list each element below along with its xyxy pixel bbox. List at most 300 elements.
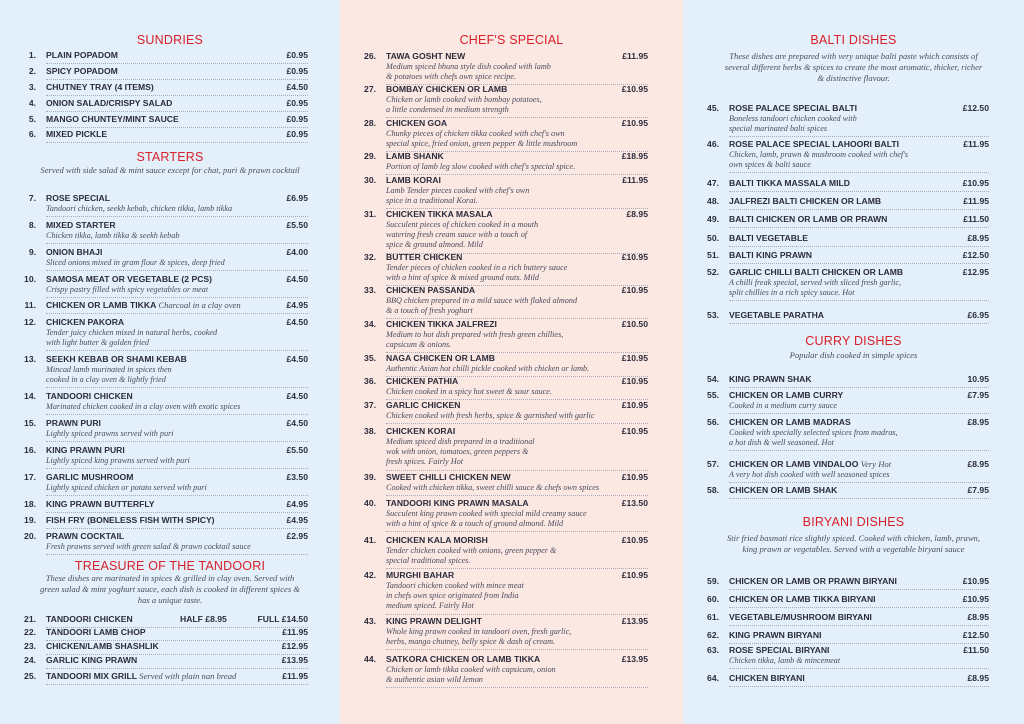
item-description xyxy=(386,95,542,115)
item-name xyxy=(46,317,124,328)
item-number: 43. xyxy=(364,616,376,626)
item-price: £10.95 xyxy=(621,376,648,386)
item-number: 29. xyxy=(364,151,376,161)
item-price: £10.95 xyxy=(621,118,648,128)
item-description xyxy=(386,129,577,149)
item-price: £10.95 xyxy=(621,252,648,262)
item-number: 2. xyxy=(28,66,36,76)
item-name-text: CHICKEN PATHIA xyxy=(386,376,459,386)
item-name-text: SWEET CHILLI CHICKEN NEW xyxy=(386,472,511,482)
item-price: £10.95 xyxy=(962,576,989,586)
item-name-text: ROSE PALACE SPECIAL LAHOORI BALTI xyxy=(729,139,899,149)
item-price: £6.95 xyxy=(286,193,308,203)
item-name xyxy=(386,472,511,483)
item-description xyxy=(386,411,594,421)
item-name-text: TANDOORI KING PRAWN MASALA xyxy=(386,498,529,508)
item-name xyxy=(386,426,455,437)
item-name-text: ONION SALAD/CRISPY SALAD xyxy=(46,98,173,108)
item-price: £4.50 xyxy=(286,82,308,92)
item-description-line: Chunky pieces of chicken tikka cooked with chef's own xyxy=(386,129,565,138)
item-description-line: Chicken tikka, lamb tikka & seekh kebab xyxy=(46,231,180,240)
item-name-text: GARLIC CHILLI BALTI CHICKEN OR LAMB xyxy=(729,267,904,277)
item-price: £11.95 xyxy=(963,139,989,149)
item-name-text: MURGHI BAHAR xyxy=(386,570,455,580)
item-description xyxy=(729,150,908,170)
item-name-text: CHICKEN KALA MORISH xyxy=(386,535,488,545)
item-name xyxy=(729,390,843,401)
item-number: 27. xyxy=(364,84,376,94)
item-price: £10.95 xyxy=(621,353,648,363)
item-price: £12.95 xyxy=(281,641,308,651)
item-description-line: Cooked in a medium curry sauce xyxy=(729,401,838,410)
item-description-line: Chicken tikka, lamb & mincemeat xyxy=(729,656,841,665)
item-description-line: & potatoes with chefs own spice recipe. xyxy=(386,72,516,82)
item-number: 64. xyxy=(707,673,719,683)
item-price: £10.50 xyxy=(621,319,648,329)
item-description xyxy=(386,627,571,647)
item-description-line: with a hint of spice & mixed ground nuts. Mild xyxy=(386,273,539,283)
item-number: 58. xyxy=(707,485,719,495)
item-number: 28. xyxy=(364,118,376,128)
item-number: 30. xyxy=(364,175,376,185)
item-number: 49. xyxy=(707,214,719,224)
item-description xyxy=(386,437,535,468)
section-title: SUNDRIES xyxy=(136,33,204,47)
item-number: 47. xyxy=(707,178,719,188)
item-name-text: PLAIN POPADOM xyxy=(46,50,118,60)
item-price: £10.95 xyxy=(621,570,648,580)
item-price: £10.95 xyxy=(621,285,648,295)
item-description-line: special marinated balti spices xyxy=(729,124,828,134)
item-price: £7.95 xyxy=(967,485,989,495)
section-title: BIRYANI DISHES xyxy=(802,515,905,529)
item-name-text: CHICKEN BIRYANI xyxy=(729,673,805,683)
item-divider xyxy=(729,300,989,301)
item-price: £13.95 xyxy=(621,616,648,626)
item-divider xyxy=(729,668,989,669)
item-name-text: CHICKEN OR LAMB VINDALOO xyxy=(729,459,859,469)
item-divider xyxy=(729,686,989,687)
item-divider xyxy=(46,79,308,80)
item-price: £11.95 xyxy=(282,671,308,681)
item-divider xyxy=(46,512,308,513)
item-name-text: CHICKEN OR LAMB SHAK xyxy=(729,485,838,495)
item-name-text: TANDOORI MIX GRILL xyxy=(46,671,137,681)
item-price: £0.95 xyxy=(286,66,308,76)
item-name-text: GARLIC KING PRAWN xyxy=(46,655,138,665)
item-number: 63. xyxy=(707,645,719,655)
item-divider xyxy=(46,111,308,112)
item-divider xyxy=(729,191,989,192)
item-name xyxy=(729,250,812,261)
item-number: 1. xyxy=(28,50,36,60)
item-description-line: Mincad lamb murinated in spices then xyxy=(46,365,172,374)
item-description-line: with a hint of spice & a touch of ground almond. Mild xyxy=(386,519,564,529)
item-name-text: PRAWN COCKTAIL xyxy=(46,531,125,541)
item-name-text: KING PRAWN BUTTERFLY xyxy=(46,499,155,509)
item-divider xyxy=(386,470,648,471)
item-description xyxy=(386,509,587,529)
item-description-line: Lamb Tender pieces cooked with chef's own xyxy=(386,186,530,195)
item-price: £4.95 xyxy=(286,300,308,310)
item-description xyxy=(386,162,575,172)
item-price: £18.95 xyxy=(621,151,648,161)
item-description-line: A chilli freak special, served with sliced fresh garlic, xyxy=(729,278,902,287)
item-description xyxy=(46,328,217,348)
item-note: Very Hot xyxy=(860,459,892,469)
item-divider xyxy=(46,554,308,555)
item-name-text: MANGO CHUNTEY/MINT SAUCE xyxy=(46,114,179,124)
item-price: £3.50 xyxy=(286,472,308,482)
item-description-line: special traditional spices. xyxy=(386,556,471,566)
item-description-line: a little condensed in medium strength xyxy=(386,105,509,115)
item-description-line: Medium spiced bhuna style dish cooked with lamb xyxy=(386,62,551,71)
item-price: £4.50 xyxy=(286,274,308,284)
item-name xyxy=(46,220,116,231)
item-divider xyxy=(729,450,989,451)
item-name xyxy=(46,391,133,402)
item-divider xyxy=(729,172,989,173)
section-intro: These dishes are prepared with very unique balti paste which consists of several different herbs & spices to create the most aromatic, thicker, richer & distinctive flavour. xyxy=(724,51,983,83)
item-name xyxy=(386,535,488,546)
item-price: £10.95 xyxy=(621,400,648,410)
item-description-line: cooked in a clay oven & lightly fried xyxy=(46,375,166,385)
item-name xyxy=(386,209,493,220)
item-price: £13.95 xyxy=(281,655,308,665)
item-description-line: & a touch of fresh yoghurt xyxy=(386,306,473,316)
item-price: £10.95 xyxy=(621,84,648,94)
item-number: 37. xyxy=(364,400,376,410)
item-name xyxy=(386,498,529,509)
item-description-line: Chicken or lamb tikka cooked with capsicum, onion xyxy=(386,665,556,674)
item-price: £0.95 xyxy=(286,114,308,124)
item-name xyxy=(46,274,212,285)
item-note: Charcoal in a clay oven xyxy=(158,300,241,310)
item-note: Served with plain nan bread xyxy=(139,671,237,681)
item-divider xyxy=(729,413,989,414)
item-description xyxy=(386,364,589,374)
item-divider xyxy=(729,323,989,324)
item-price: £10.95 xyxy=(621,535,648,545)
item-number: 19. xyxy=(24,515,36,525)
item-description xyxy=(46,231,179,241)
item-name xyxy=(46,354,187,365)
item-price: £10.95 xyxy=(621,472,648,482)
item-name-text: CHICKEN OR LAMB OR PRAWN BIRYANI xyxy=(729,576,897,586)
item-name-text: SPICY POPADOM xyxy=(46,66,118,76)
item-description-line: Chicken or lamb cooked with bombay potatoes, xyxy=(386,95,542,104)
item-description-line: Succulent pieces of chicken cooked in a mouth xyxy=(386,220,539,229)
item-number: 34. xyxy=(364,319,376,329)
item-name-text: VEGETABLE/MUSHROOM BIRYANI xyxy=(729,612,872,622)
item-description-line: herbs, mango chutney, belly spice & dash of cream. xyxy=(386,637,556,647)
item-name xyxy=(46,671,236,682)
menu-column-1 xyxy=(0,0,340,724)
item-description-line: Tender juicy chicken mixed in natural herbs, cooked xyxy=(46,328,218,337)
section-intro: These dishes are marinated in spices & grilled in clay oven. Served with green salad & mint yoghurt sauce, each dish is cooked in different spices & has a unique taste. xyxy=(40,573,300,605)
item-divider xyxy=(729,482,989,483)
item-name-text: CHICKEN KORAI xyxy=(386,426,456,436)
menu-column-2 xyxy=(340,0,683,724)
item-description xyxy=(386,387,552,397)
item-price: £13.50 xyxy=(621,498,648,508)
item-description xyxy=(46,285,208,295)
item-description xyxy=(46,483,207,493)
item-name-text: SEEKH KEBAB OR SHAMI KEBAB xyxy=(46,354,187,364)
item-name xyxy=(46,641,159,652)
item-price: £4.50 xyxy=(286,317,308,327)
item-name-text: CHICKEN PASSANDA xyxy=(386,285,476,295)
item-number: 18. xyxy=(24,499,36,509)
item-price: £12.50 xyxy=(962,630,989,640)
item-divider xyxy=(46,216,308,217)
item-description-line: Lightly spiced prawns served with puri xyxy=(46,429,174,438)
item-divider xyxy=(46,142,308,143)
item-divider xyxy=(729,227,989,228)
item-description-line: wok with onion, tomatoes, green peppers & xyxy=(386,447,529,457)
item-divider xyxy=(729,643,989,644)
item-name xyxy=(46,193,110,204)
item-name xyxy=(729,645,829,656)
item-divider xyxy=(46,684,308,685)
item-price: £8.95 xyxy=(967,459,989,469)
item-description xyxy=(386,665,556,685)
item-number: 52. xyxy=(707,267,719,277)
item-name xyxy=(729,374,812,385)
item-number: 56. xyxy=(707,417,719,427)
item-number: 50. xyxy=(707,233,719,243)
item-price: £11.50 xyxy=(963,214,989,224)
item-name xyxy=(46,445,125,456)
item-description-line: Tandoori chicken, seekh kebab, chicken tikka, lamb tikka xyxy=(46,204,233,213)
section-title: CURRY DISHES xyxy=(805,334,902,348)
item-name xyxy=(729,576,897,587)
item-description-line: Chicken cooked with fresh herbs, spice & garnished with garlic xyxy=(386,411,595,420)
item-name-text: CHICKEN OR LAMB TIKKA xyxy=(46,300,156,310)
item-name-text: KING PRAWN DELIGHT xyxy=(386,616,482,626)
item-name-text: CHICKEN OR LAMB TIKKA BIRYANI xyxy=(729,594,876,604)
item-number: 24. xyxy=(24,655,36,665)
item-price: £8.95 xyxy=(967,417,989,427)
item-name xyxy=(386,616,482,627)
item-number: 35. xyxy=(364,353,376,363)
item-description-line: watering fresh cream sauce with a touch of xyxy=(386,230,528,240)
item-name-text: MIXED STARTER xyxy=(46,220,116,230)
item-divider xyxy=(46,270,308,271)
item-name-text: GARLIC MUSHROOM xyxy=(46,472,134,482)
item-name xyxy=(729,214,887,225)
item-divider xyxy=(386,649,648,650)
item-number: 33. xyxy=(364,285,376,295)
item-number: 25. xyxy=(24,671,36,681)
item-price: £8.95 xyxy=(967,233,989,243)
item-divider xyxy=(729,607,989,608)
item-divider xyxy=(46,495,308,496)
item-description xyxy=(386,186,529,206)
item-number: 8. xyxy=(28,220,36,230)
section-title: STARTERS xyxy=(136,150,204,164)
item-name-text: LAMB KORAI xyxy=(386,175,441,185)
item-description xyxy=(386,220,538,251)
item-name-text: NAGA CHICKEN OR LAMB xyxy=(386,353,496,363)
item-name-text: TAWA GOSHT NEW xyxy=(386,51,466,61)
item-name-text: KING PRAWN PURI xyxy=(46,445,125,455)
item-number: 17. xyxy=(24,472,36,482)
item-name xyxy=(386,84,507,95)
item-description xyxy=(46,542,251,552)
item-name xyxy=(386,175,441,186)
item-number: 40. xyxy=(364,498,376,508)
item-description-line: with light butter & golden fried xyxy=(46,338,150,348)
item-price: £12.50 xyxy=(962,250,989,260)
item-name xyxy=(46,627,146,638)
item-price: £6.95 xyxy=(967,310,989,320)
item-name xyxy=(729,233,808,244)
item-description-line: Tender chicken cooked with onions, green pepper & xyxy=(386,546,557,555)
item-price: £11.95 xyxy=(622,51,648,61)
item-description-line: Marinated chicken cooked in a clay oven with exotic spices xyxy=(46,402,241,411)
item-name xyxy=(46,655,137,666)
item-name xyxy=(46,50,118,61)
item-number: 6. xyxy=(28,129,36,139)
item-price: £8.95 xyxy=(967,612,989,622)
item-name-text: PRAWN PURI xyxy=(46,418,101,428)
item-number: 53. xyxy=(707,310,719,320)
item-number: 46. xyxy=(707,139,719,149)
item-description xyxy=(729,470,889,480)
item-divider xyxy=(729,589,989,590)
item-divider xyxy=(729,625,989,626)
item-description-line: medium spiced. Fairly Hot xyxy=(386,601,474,611)
item-name-text: SAMOSA MEAT OR VEGETABLE (2 PCS) xyxy=(46,274,212,284)
item-price: £11.95 xyxy=(963,196,989,206)
item-number: 55. xyxy=(707,390,719,400)
item-divider xyxy=(729,136,989,137)
item-divider xyxy=(386,531,648,532)
item-description xyxy=(386,62,551,82)
item-number: 4. xyxy=(28,98,36,108)
item-name xyxy=(386,353,495,364)
item-description-line: Lightly spiced chicken or potato served with puri xyxy=(46,483,207,492)
item-divider xyxy=(46,127,308,128)
item-price: £12.50 xyxy=(962,103,989,113)
item-name xyxy=(729,139,899,150)
item-number: 3. xyxy=(28,82,36,92)
item-description xyxy=(386,483,599,493)
item-price: £11.95 xyxy=(622,175,648,185)
item-description-line: spice & ground almond. Mild xyxy=(386,240,483,250)
item-name-text: SATKORA CHICKEN OR LAMB TIKKA xyxy=(386,654,541,664)
item-name-text: ROSE PALACE SPECIAL BALTI xyxy=(729,103,857,113)
item-number: 59. xyxy=(707,576,719,586)
section-intro: Popular dish cooked in simple spices xyxy=(789,350,918,360)
item-number: 14. xyxy=(24,391,36,401)
item-price: £0.95 xyxy=(286,98,308,108)
item-name xyxy=(729,594,876,605)
item-description-line: in chefs own spice originated from India xyxy=(386,591,519,601)
item-divider xyxy=(46,668,308,669)
item-price: £5.50 xyxy=(286,220,308,230)
item-name-text: JALFREZI BALTI CHICKEN OR LAMB xyxy=(729,196,882,206)
item-price: £4.95 xyxy=(286,499,308,509)
item-description-line: fresh spices. Fairly Hot xyxy=(386,457,464,467)
item-name xyxy=(46,66,118,77)
item-description-line: Whole king prawn cooked in tandoori oven, fresh garlic, xyxy=(386,627,572,636)
item-number: 11. xyxy=(24,300,36,310)
item-name xyxy=(46,129,107,140)
item-description-line: split chillies in a rich spicy sauce. Hot xyxy=(729,288,855,298)
item-description-line: Authentic Asian hot chilli pickle cooked with chicken or lamb. xyxy=(386,364,590,373)
item-price: £5.50 xyxy=(286,445,308,455)
item-name xyxy=(729,103,857,114)
item-price: £13.95 xyxy=(621,654,648,664)
item-name-text: CHICKEN OR LAMB CURRY xyxy=(729,390,844,400)
item-description xyxy=(46,204,232,214)
item-description-line: Boneless tandoori chicken cooked with xyxy=(729,114,857,123)
item-description xyxy=(729,401,837,411)
item-name-text: KING PRAWN BIRYANI xyxy=(729,630,822,640)
item-name xyxy=(46,418,101,429)
item-name-text: CHICKEN TIKKA MASALA xyxy=(386,209,493,219)
item-description-line: Cooked with specially selected spices from madras, xyxy=(729,428,898,437)
item-name-text: BALTI KING PRAWN xyxy=(729,250,812,260)
item-name xyxy=(386,151,444,162)
item-divider xyxy=(729,209,989,210)
item-number: 26. xyxy=(364,51,376,61)
item-number: 5. xyxy=(28,114,36,124)
item-number: 57. xyxy=(707,459,719,469)
item-description-line: Portion of lamb leg slow cooked with chef's special spice. xyxy=(386,162,576,171)
section-title: CHEF'S SPECIAL xyxy=(459,33,564,47)
section-title: BALTI DISHES xyxy=(810,33,897,47)
item-name-text: CHICKEN PAKORA xyxy=(46,317,125,327)
item-price: £10.95 xyxy=(962,178,989,188)
item-name-text: BUTTER CHICKEN xyxy=(386,252,463,262)
item-description xyxy=(46,365,172,385)
item-name xyxy=(386,118,447,129)
item-name-text: LAMB SHANK xyxy=(386,151,444,161)
item-description-line: Succulent king prawn cooked with special mild creamy sauce xyxy=(386,509,587,518)
item-description-line: Crispy pastry filled with spicy vegetables or meat xyxy=(46,285,209,294)
menu-column-3 xyxy=(683,0,1024,724)
item-name xyxy=(386,400,460,411)
item-divider xyxy=(46,95,308,96)
item-number: 45. xyxy=(707,103,719,113)
item-price: £10.95 xyxy=(962,594,989,604)
item-description-line: Fresh prawns served with green salad & prawn cocktail sauce xyxy=(46,542,251,551)
item-description xyxy=(46,429,174,439)
item-number: 62. xyxy=(707,630,719,640)
item-number: 61. xyxy=(707,612,719,622)
item-divider xyxy=(46,528,308,529)
item-number: 16. xyxy=(24,445,36,455)
item-name-text: ONION BHAJI xyxy=(46,247,103,257)
item-name-text: BALTI VEGETABLE xyxy=(729,233,808,243)
item-description-line: capsicum & onions. xyxy=(386,340,452,350)
item-name xyxy=(46,247,102,258)
item-half-price: HALF £8.95 xyxy=(180,614,227,624)
item-price: £2.95 xyxy=(286,531,308,541)
item-description-line: Medium spiced dish prepared in a traditional xyxy=(386,437,535,446)
item-description-line: own spices & balti sauce xyxy=(729,160,811,170)
item-price: FULL £14.50 xyxy=(257,614,308,624)
item-price: £4.50 xyxy=(286,418,308,428)
item-name xyxy=(46,300,241,311)
item-divider xyxy=(46,313,308,314)
item-number: 60. xyxy=(707,594,719,604)
item-description-line: BBQ chicken prepared in a mild sauce with flaked almond xyxy=(386,296,578,305)
item-number: 39. xyxy=(364,472,376,482)
